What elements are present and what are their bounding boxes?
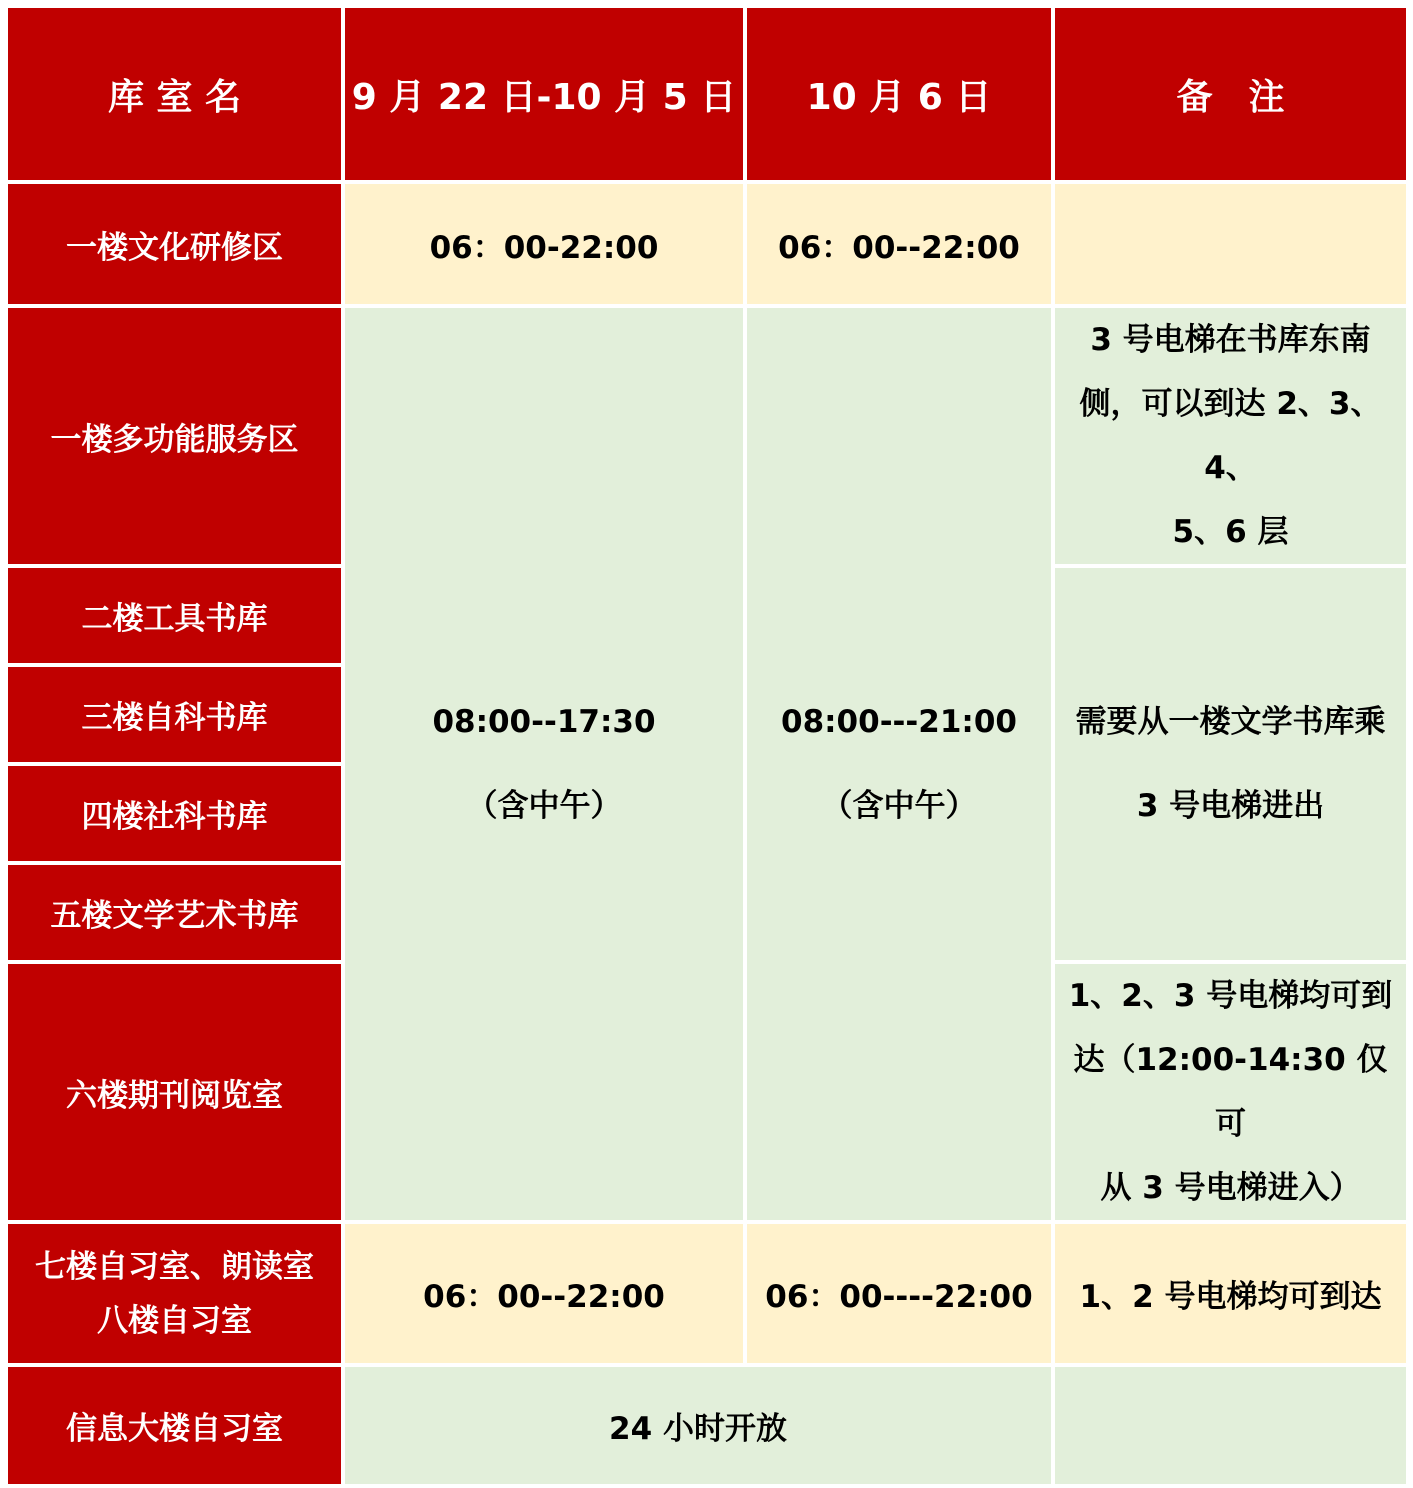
note-line: 需要从一楼文学书库乘	[1075, 704, 1386, 740]
hours-period1: 06：00-22:00	[343, 182, 745, 306]
note-line: 1、2、3 号电梯均可到	[1068, 978, 1393, 1014]
hours-period2-merged	[745, 306, 1053, 1222]
note-cell	[1053, 1365, 1408, 1486]
room-name: 一楼多功能服务区	[6, 306, 343, 566]
note-elevator3	[1053, 306, 1408, 566]
room-name: 五楼文学艺术书库	[6, 863, 343, 962]
note-line: 侧，可以到达 2、3、4、	[1079, 386, 1382, 486]
room-name: 六楼期刊阅览室	[6, 962, 343, 1222]
table-row	[6, 306, 1408, 566]
hours-period1-merged	[343, 306, 745, 1222]
room-name-line: 八楼自习室	[97, 1302, 252, 1339]
table-row	[6, 182, 1408, 306]
header-room-name: 库 室 名	[6, 6, 343, 182]
hours-period1: 06：00--22:00	[343, 1222, 745, 1365]
hours-range: 08:00---21:00	[781, 704, 1017, 740]
note-line: 3 号电梯进出	[1136, 788, 1325, 824]
opening-hours-table	[4, 4, 1410, 1488]
header-period-oct6: 10 月 6 日	[745, 6, 1053, 182]
note-sixth-floor	[1053, 962, 1408, 1222]
note-line: 达（12:00-14:30 仅可	[1073, 1042, 1388, 1142]
note-line: 3 号电梯在书库东南	[1090, 322, 1371, 358]
room-name: 信息大楼自习室	[6, 1365, 343, 1486]
hours-period2: 06：00----22:00	[745, 1222, 1053, 1365]
room-name: 四楼社科书库	[6, 764, 343, 863]
table-row	[6, 1365, 1408, 1486]
note-cell	[1053, 182, 1408, 306]
hours-range: 08:00--17:30	[432, 704, 656, 740]
room-name-line: 七楼自习室、朗读室	[35, 1248, 314, 1285]
table-row	[6, 1222, 1408, 1365]
room-name: 三楼自科书库	[6, 665, 343, 764]
table-header-row	[6, 6, 1408, 182]
hours-remark: （含中午）	[466, 788, 622, 824]
room-name: 一楼文化研修区	[6, 182, 343, 306]
room-name	[6, 1222, 343, 1365]
hours-remark: （含中午）	[821, 788, 977, 824]
note-cell: 1、2 号电梯均可到达	[1053, 1222, 1408, 1365]
room-name: 二楼工具书库	[6, 566, 343, 665]
header-period-sep22-oct5: 9 月 22 日-10 月 5 日	[343, 6, 745, 182]
note-line: 从 3 号电梯进入）	[1100, 1170, 1361, 1206]
hours-24h: 24 小时开放	[343, 1365, 1053, 1486]
note-line: 5、6 层	[1172, 514, 1289, 550]
note-from-first-floor	[1053, 566, 1408, 962]
hours-period2: 06：00--22:00	[745, 182, 1053, 306]
header-note: 备 注	[1053, 6, 1408, 182]
